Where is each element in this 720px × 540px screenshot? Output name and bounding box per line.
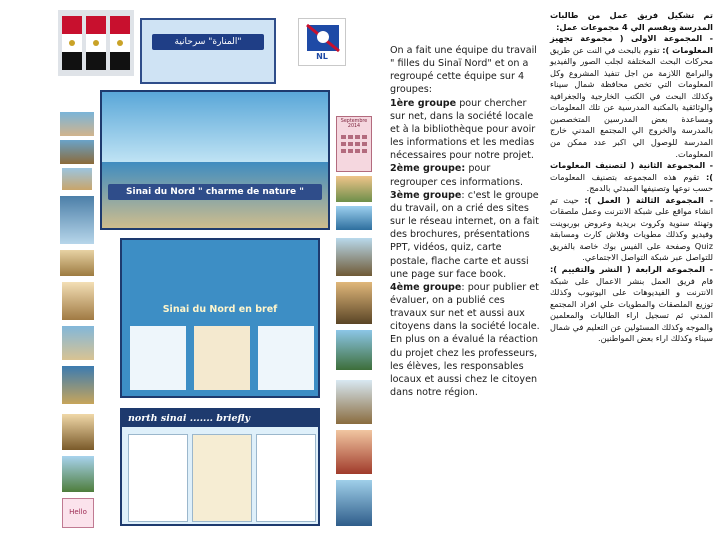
sinai-thumb-10: [336, 330, 372, 370]
hello-card: [62, 498, 94, 528]
hello-text: Hello: [69, 508, 87, 516]
sinai-thumb-16: [336, 380, 372, 424]
egypt-flags-photo: [58, 10, 134, 76]
sinai-thumb-2: [60, 140, 94, 164]
calendar-card: [336, 116, 372, 172]
arabic-group-1: [550, 33, 713, 160]
french-group-2-label: 2ème groupe:: [390, 163, 466, 175]
french-group-3-label: 3ème groupe: [390, 189, 462, 201]
sinai-thumb-6: [60, 196, 94, 244]
sinai-thumb-9: [336, 282, 372, 324]
arabic-group-2-text: تقوم هذه المجموعه بتصنيف المعلومات حسب نوعها وتصنيفها المبدئي بالدمج.: [550, 171, 713, 194]
brochure-en-panel-1: [128, 434, 188, 522]
sinai-thumb-5: [336, 206, 372, 230]
french-group-2: [390, 162, 540, 188]
sinai-thumb-8: [336, 238, 372, 276]
arabic-group-1-label: - المجموعة الاولى ( مجموعة تجهيز المعلومات ):: [550, 33, 713, 55]
poster-title: Sinai du Nord " charme de nature ": [108, 184, 322, 200]
french-description: [390, 44, 540, 399]
arabic-group-3-text: حيث تم انشاء مواقع على شبكة الانترنت وعمل ملصقات وتهنئة سنوية وكروت بريدية وعروض بوربوينت وفيديو وكذلك مطويات وفلاش كارت ومسابقة Quiz وصفحة على الفيس بوك خاصة بالفريق للتواصل عبر شبكة التواصل الاجتماعي.: [550, 194, 713, 263]
french-group-3-text: : c'est le groupe du travail, on a crié des sites sur le réseau internet, on a fait des brochures, présentations PPT, vidéos, quiz, carte postale, flache carte et aussi une page sur face book.: [390, 189, 539, 280]
sinai-thumb-12: [62, 326, 94, 360]
arabic-group-3: [550, 195, 713, 264]
calendar-label: Septembre 2014: [340, 119, 368, 129]
arabic-group-2-label: - المجموعة الثانية ( لتصنيف المعلومات ):: [550, 160, 713, 182]
nl-logo-label: NL: [316, 52, 328, 61]
poster-headline: المنارة" سرحانية": [152, 34, 264, 50]
french-group-4-label: 4ème groupe: [390, 281, 462, 293]
french-intro: On a fait une équipe du travail " filles du Sinaï Nord" et on a regroupé cette équipe sur 4 groupes:: [390, 45, 537, 96]
brochure-fr-title: Sinai du Nord en bref: [162, 304, 278, 315]
arabic-group-1-text: تقوم بالبحث في النت عن طريق محركات البحث المختلفة لجلب الصور والفيديو والبرامج اللازمة من اجل تنفيذ المشروع وكل المعلومات التي تخص محافظة شمال سيناء وكذلك البحث في الكتب الخارجية والجغرافية والوثائقية بالمكتبة المدرسية عن تلك المعلومات ومساعدة بعض المدرسين المتخصصين بالمدرسة والخروج الي المجتمع المدني خارج المدرسة للوصول الي اكبر عدد ممكن من المعلومات.: [550, 44, 713, 159]
poster-headline-card: [140, 18, 276, 84]
french-group-2-text: pour regrouper ces informations.: [390, 163, 524, 188]
calendar-grid-icon: [337, 129, 372, 169]
french-group-1: [390, 97, 540, 163]
sinai-thumb-13: [62, 366, 94, 404]
brochure-panel-mid: [194, 326, 250, 390]
arabic-group-2: [550, 160, 713, 195]
brochure-en-title: north sinai ....... briefly: [122, 410, 318, 427]
sinai-thumb-18: [336, 480, 372, 526]
sinai-thumb-7: [60, 250, 94, 276]
brochure-en-panel-3: [256, 434, 316, 522]
brochure-en: [120, 408, 320, 526]
french-group-4-text: : pour publier et évaluer, on a publié ces travaux sur net et aussi aux citoyens dans la société locale. En plus on a évalué la réaction du projet chez les professeurs, les élèves, les responsables locaux et aussi chez le citoyen dans notre région.: [390, 281, 540, 399]
arabic-group-4: [550, 264, 713, 345]
sinai-thumb-11: [62, 282, 94, 320]
brochure-panel-left: [130, 326, 186, 390]
brochure-en-panel-2: [192, 434, 252, 522]
french-group-1-label: 1ère groupe: [390, 97, 457, 109]
sinai-thumb-4: [336, 176, 372, 202]
arabic-group-4-text: قام فريق العمل بنشر الاعمال على شبكة الانترنت و الفيديوهات على اليوتيوب وكذلك توزيع الملصقات والمطويات علي افراد المجتمع المدني ثم تسجيل اراء الطالبات والمعلمين والموجه وكذلك المسئولين عن التعليم في شمال سيناء وكذلك اراء بعض المواطنين.: [550, 275, 713, 344]
french-group-3: [390, 189, 540, 281]
egypt-flag-icon: [58, 10, 134, 76]
sinai-thumb-1: [60, 112, 94, 136]
sinai-thumb-3: [62, 168, 92, 190]
french-group-1-text: pour chercher sur net, dans la société locale et à la bibliothèque pour avoir les informations et les medias nécessaires pour notre projet.: [390, 97, 536, 162]
brochure-panel-right: [258, 326, 314, 390]
sinai-thumb-17: [336, 430, 372, 474]
arabic-group-3-label: - المجموعة الثالثة ( العمل ):: [584, 194, 713, 205]
arabic-intro: تم تشكيل فريق عمل من طالبات المدرسة ويقسم الي 4 مجموعات عمل:: [550, 10, 713, 32]
sinai-thumb-14: [62, 414, 94, 450]
french-group-4: [390, 281, 540, 399]
arabic-group-4-label: - المجموعة الرابعة ( النشر والتقييم ):: [550, 264, 713, 275]
arabic-description: [550, 10, 713, 345]
sinai-poster: [100, 90, 330, 230]
poster-sky: [102, 92, 328, 162]
nl-logo-card: [298, 18, 346, 66]
sinai-thumb-15: [62, 456, 94, 492]
brochure-fr: [120, 238, 320, 398]
